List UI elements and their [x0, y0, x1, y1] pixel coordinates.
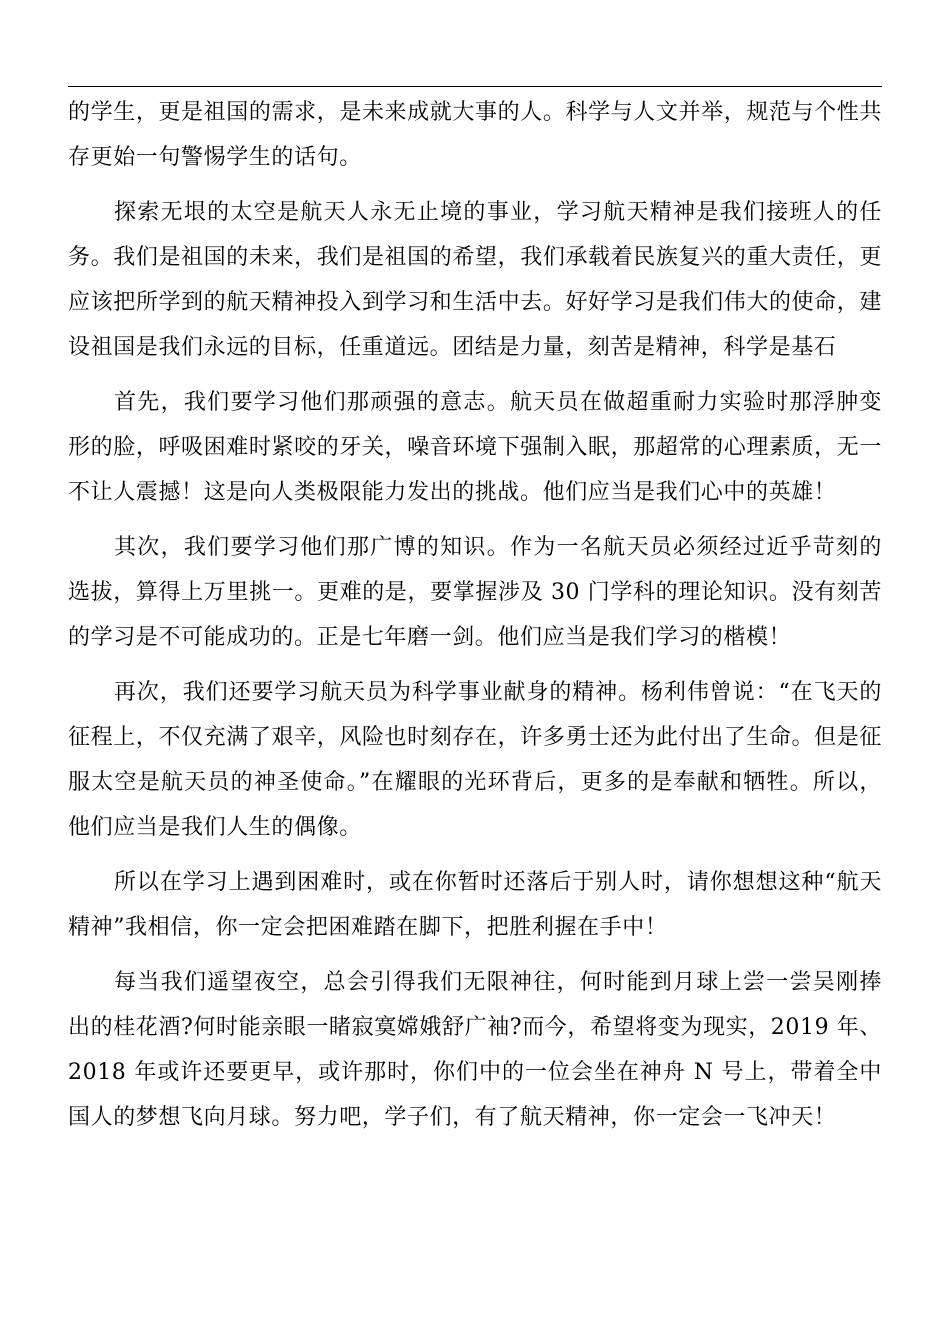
- paragraph-4: 其次，我们要学习他们那广博的知识。作为一名航天员必须经过近乎苛刻的选拔，算得上万里挑一。更难的是，要掌握涉及 30 门学科的理论知识。没有刻苦的学习是不可能成功的。正是七年磨一剑。他们应当是我们学习的楷模！: [68, 535, 882, 650]
- paragraph-6: 所以在学习上遇到困难时，或在你暂时还落后于别人时，请你想想这种“航天精神”我相信，你一定会把困难踏在脚下，把胜利握在手中！: [68, 870, 882, 940]
- paragraph-5: 再次，我们还要学习航天员为科学事业献身的精神。杨利伟曾说：“在飞天的征程上，不仅充满了艰辛，风险也时刻存在，许多勇士还为此付出了生命。但是征服太空是航天员的神圣使命。”在耀眼的光环背后，更多的是奉献和牺牲。所以，他们应当是我们人生的偶像。: [68, 680, 882, 840]
- document-body: [68, 90, 882, 1150]
- header-rule: [68, 86, 882, 87]
- paragraph-3: 首先，我们要学习他们那顽强的意志。航天员在做超重耐力实验时那浮肿变形的脸，呼吸困难时紧咬的牙关，噪音环境下强制入眠，那超常的心理素质，无一不让人震撼！这是向人类极限能力发出的挑战。他们应当是我们心中的英雄！: [68, 390, 882, 505]
- paragraph-7: 每当我们遥望夜空，总会引得我们无限神往，何时能到月球上尝一尝吴刚捧出的桂花酒?何时能亲眼一睹寂寞嫦娥舒广袖?而今，希望将变为现实，2019 年、2018 年或许还要更早，或许那时，你们中的一位会坐在神舟 N 号上，带着全中国人的梦想飞向月球。努力吧，学子们，有了航天精神，你一定会一飞冲天！: [68, 970, 882, 1130]
- paragraph-1: 的学生，更是祖国的需求，是未来成就大事的人。科学与人文并举，规范与个性共存更始一句警惕学生的话句。: [68, 100, 882, 170]
- paragraph-2: 探索无垠的太空是航天人永无止境的事业，学习航天精神是我们接班人的任务。我们是祖国的未来，我们是祖国的希望，我们承载着民族复兴的重大责任，更应该把所学到的航天精神投入到学习和生活中去。好好学习是我们伟大的使命，建设祖国是我们永远的目标，任重道远。团结是力量，刻苦是精神，科学是基石: [68, 200, 882, 360]
